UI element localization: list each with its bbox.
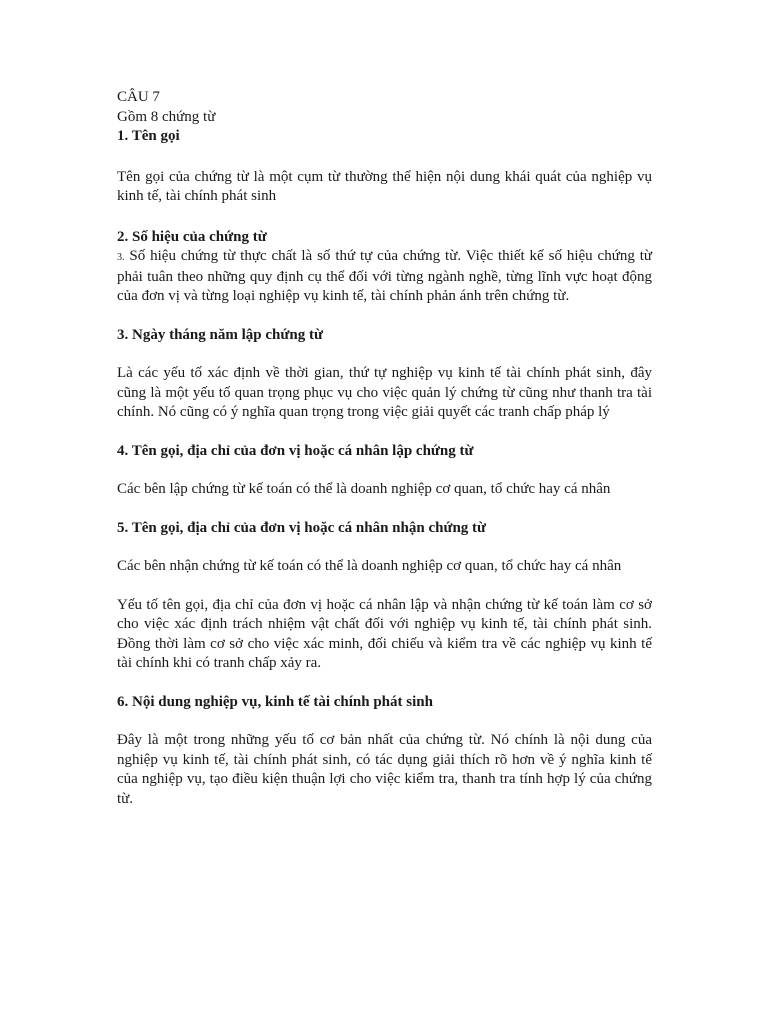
spacer xyxy=(117,345,652,364)
spacer xyxy=(117,712,652,731)
spacer xyxy=(117,674,652,693)
spacer xyxy=(117,461,652,480)
spacer xyxy=(117,500,652,519)
section-heading-1: 1. Tên gọi xyxy=(117,128,180,144)
section-heading-2: 2. Số hiệu của chứng từ xyxy=(117,228,267,245)
document-title: CÂU 7 xyxy=(117,89,160,105)
section-2-paragraph xyxy=(117,247,652,307)
section-heading-4: 4. Tên gọi, địa chỉ của đơn vị hoặc cá nhân lập chứng từ xyxy=(117,442,474,459)
section-5-paragraph-2: Yếu tố tên gọi, địa chỉ của đơn vị hoặc cá nhân lập và nhận chứng từ kế toán làm cơ sở cho việc xác định trách nhiệm vật chất đối với nghiệp vụ kinh tế, tài chính phát sinh. Đồng thời làm cơ sở cho việc xác minh, đối chiếu và kiểm tra về các nghiệp vụ kinh tế tài chính khi có tranh chấp xảy ra. xyxy=(117,596,652,671)
section-2-text: Số hiệu chứng từ thực chất là số thứ tự của chứng từ. Việc thiết kế số hiệu chứng từ phải tuân theo những quy định cụ thể đối với từng ngành nghề, từng lĩnh vực hoạt động của đơn vị và từng loại nghiệp vụ kinh tế, tài chính phản ánh trên chứng từ. xyxy=(117,248,653,304)
section-heading-6: 6. Nội dung nghiệp vụ, kinh tế tài chính phát sinh xyxy=(117,693,433,710)
document-page xyxy=(117,88,652,809)
spacer xyxy=(117,147,652,168)
section-4-paragraph: Các bên lập chứng từ kế toán có thể là doanh nghiệp cơ quan, tổ chức hay cá nhân xyxy=(117,481,611,497)
list-number-prefix: 3. xyxy=(117,252,125,263)
section-heading-5: 5. Tên gọi, địa chỉ của đơn vị hoặc cá nhân nhận chứng từ xyxy=(117,519,487,536)
section-heading-3: 3. Ngày tháng năm lập chứng từ xyxy=(117,326,323,343)
document-subtitle: Gồm 8 chứng từ xyxy=(117,108,216,125)
spacer xyxy=(117,207,652,228)
spacer xyxy=(117,423,652,442)
spacer xyxy=(117,307,652,326)
spacer xyxy=(117,538,652,557)
section-1-paragraph: Tên gọi của chứng từ là một cụm từ thường thể hiện nội dung khái quát của nghiệp vụ kinh tế, tài chính phát sinh xyxy=(117,168,652,204)
section-5-paragraph-1: Các bên nhận chứng từ kế toán có thể là doanh nghiệp cơ quan, tổ chức hay cá nhân xyxy=(117,558,622,574)
section-3-paragraph: Là các yếu tố xác định về thời gian, thứ tự nghiệp vụ kinh tế tài chính phát sinh, đây cũng là một yếu tố quan trọng phục vụ cho việc quản lý chứng từ cũng như thanh tra tài chính. Nó cũng có ý nghĩa quan trọng trong việc giải quyết các tranh chấp pháp lý xyxy=(117,365,652,420)
section-6-paragraph: Đây là một trong những yếu tố cơ bản nhất của chứng từ. Nó chính là nội dung của nghiệp vụ kinh tế, tài chính phát sinh, có tác dụng giải thích rõ hơn về ý nghĩa kinh tế của nghiệp vụ, tạo điều kiện thuận lợi cho việc kiểm tra, thanh tra tính hợp lý của chứng từ. xyxy=(117,732,652,807)
spacer xyxy=(117,577,652,596)
